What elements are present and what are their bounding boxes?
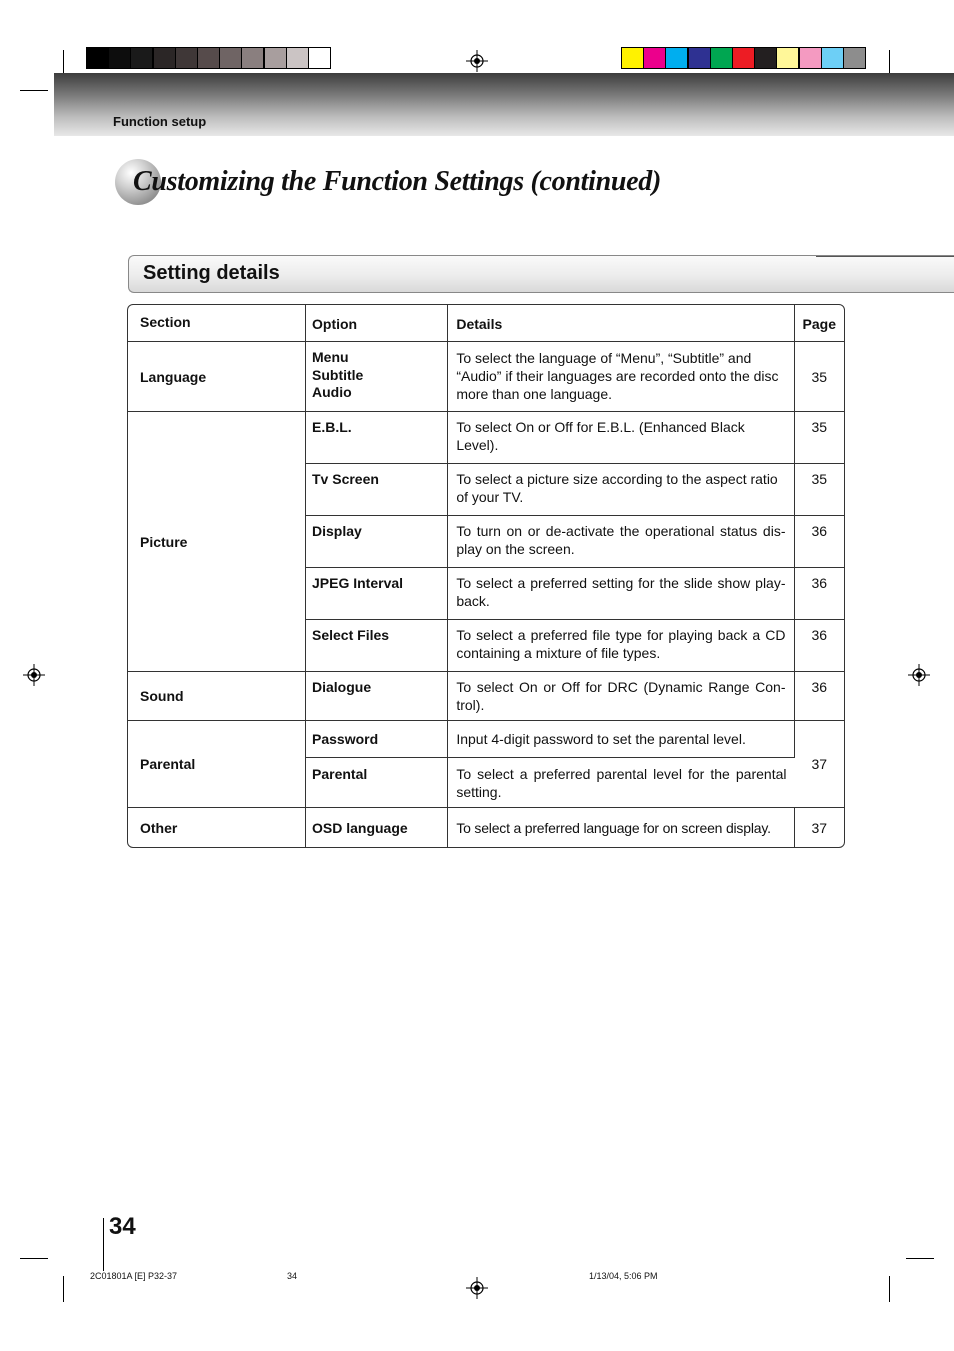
option-cell: Tv Screen	[306, 464, 448, 516]
slug-date: 1/13/04, 5:06 PM	[589, 1271, 658, 1281]
section-cell: Picture	[128, 412, 306, 672]
crop-mark	[63, 1276, 64, 1302]
option-cell	[306, 342, 448, 412]
option-cell: E.B.L.	[306, 412, 448, 464]
page-cell: 36	[795, 568, 845, 620]
table-row	[128, 721, 844, 758]
page-cell: 35	[795, 412, 845, 464]
color-swatch	[622, 48, 643, 68]
settings-table	[127, 304, 845, 848]
subheader-box	[128, 255, 954, 293]
color-swatch	[844, 48, 865, 68]
crop-mark	[906, 1258, 934, 1259]
page-cell: 36	[795, 672, 845, 721]
page-number-rule	[103, 1218, 104, 1271]
page-cell: 35	[795, 464, 845, 516]
option-cell: Dialogue	[306, 672, 448, 721]
crop-mark	[63, 50, 64, 74]
option-label: Audio	[312, 384, 352, 400]
option-cell: OSD language	[306, 808, 448, 847]
crop-mark	[889, 1276, 890, 1302]
color-swatch	[220, 48, 241, 68]
page-cell: 36	[795, 620, 845, 672]
page-cell: 35	[795, 342, 845, 412]
color-swatch	[733, 48, 754, 68]
section-cell: Sound	[128, 672, 306, 721]
color-swatch	[777, 48, 798, 68]
page-title: Customizing the Function Settings (continued)	[133, 166, 661, 197]
column-header-details: Details	[448, 305, 794, 342]
registration-mark-icon	[466, 1277, 488, 1299]
table-row	[128, 342, 844, 412]
crop-mark	[20, 1258, 48, 1259]
color-swatch	[711, 48, 732, 68]
option-label: Menu	[312, 349, 349, 365]
column-header-option: Option	[306, 305, 448, 342]
color-swatch	[87, 48, 108, 68]
page-cell: 37	[795, 721, 845, 808]
details-cell: To turn on or de-activate the operational status dis-play on the screen.	[448, 516, 794, 568]
divider	[816, 256, 954, 257]
section-cell: Language	[128, 342, 306, 412]
details-cell: Input 4-digit password to set the parental level.	[448, 721, 794, 758]
table-row	[128, 412, 844, 464]
option-cell: JPEG Interval	[306, 568, 448, 620]
details-cell: To select On or Off for DRC (Dynamic Range Con-trol).	[448, 672, 794, 721]
option-cell: Select Files	[306, 620, 448, 672]
details-cell: To select a preferred language for on screen display.	[448, 808, 794, 847]
details-cell: To select a preferred setting for the slide show play-back.	[448, 568, 794, 620]
table-header-row	[128, 305, 844, 342]
color-swatch	[242, 48, 263, 68]
option-cell: Display	[306, 516, 448, 568]
option-cell: Password	[306, 721, 448, 758]
page-cell: 37	[811, 819, 828, 836]
color-swatch	[176, 48, 197, 68]
registration-mark-icon	[23, 664, 45, 686]
color-swatch	[822, 48, 843, 68]
color-swatch	[666, 48, 687, 68]
section-cell: Other	[128, 808, 306, 847]
table-row	[128, 808, 844, 847]
color-swatch	[154, 48, 175, 68]
crop-mark	[20, 90, 48, 91]
slug-page: 34	[287, 1271, 298, 1281]
color-swatch	[109, 48, 130, 68]
option-label: Subtitle	[312, 366, 364, 383]
registration-mark-icon	[466, 50, 488, 72]
color-swatch	[287, 48, 308, 68]
details-cell: To select a picture size according to the aspect ratio of your TV.	[448, 464, 794, 516]
page-cell: 36	[795, 516, 845, 568]
column-header-page: Page	[795, 305, 845, 342]
color-swatch	[689, 48, 710, 68]
details-cell: To select the language of “Menu”, “Subtitle” and “Audio” if their languages are recorded onto the disc more than one language.	[448, 342, 794, 412]
slug-file: 2C01801A [E] P32-37	[90, 1271, 178, 1281]
details-cell: To select a preferred parental level for the parental setting.	[448, 758, 794, 808]
crop-mark	[889, 50, 890, 74]
color-swatch	[131, 48, 152, 68]
option-cell: Parental	[306, 758, 448, 808]
color-swatch	[800, 48, 821, 68]
section-cell: Parental	[128, 721, 306, 808]
color-swatch	[755, 48, 776, 68]
color-swatch	[198, 48, 219, 68]
registration-mark-icon	[908, 664, 930, 686]
color-swatch	[265, 48, 286, 68]
color-swatch	[644, 48, 665, 68]
details-cell: To select On or Off for E.B.L. (Enhanced Black Level).	[448, 412, 794, 464]
color-swatch	[309, 48, 330, 68]
table-row	[128, 672, 844, 721]
section-label: Function setup	[113, 114, 207, 129]
details-cell: To select a preferred file type for playing back a CD containing a mixture of file types.	[448, 620, 794, 672]
subheader-title: Setting details	[143, 262, 280, 284]
column-header-section: Section	[128, 305, 306, 342]
page-number: 34	[109, 1213, 136, 1240]
